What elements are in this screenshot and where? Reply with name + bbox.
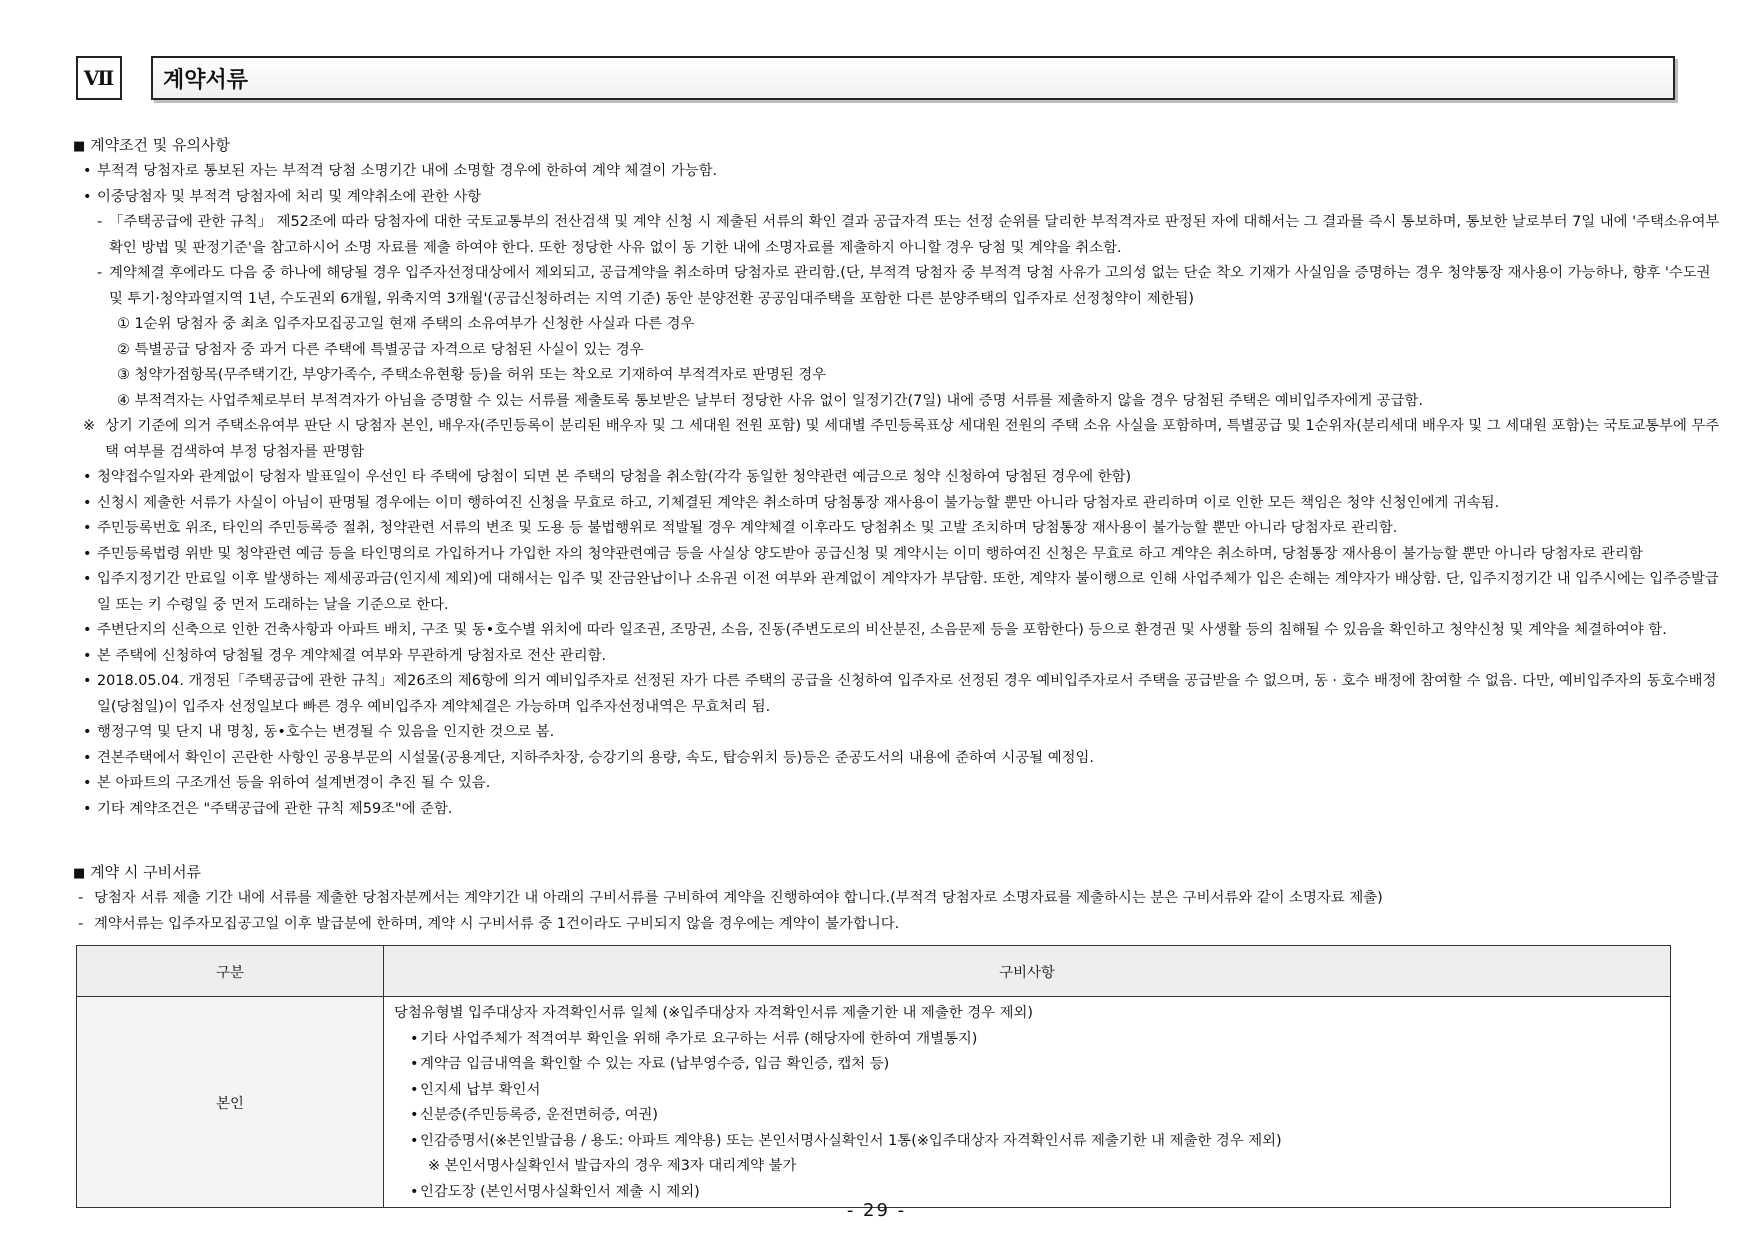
section-title: 계약서류 xyxy=(151,56,1675,100)
conditions-list xyxy=(83,159,1723,822)
documents-note: - 당첨자 서류 제출 기간 내에 서류를 제출한 당첨자분께서는 계약기간 내 아래의 구비서류를 구비하여 계약을 진행하여야 합니다.(부적격 당첨자로 소명자료를 제출하시는 분은 구비서류와 같이 소명자료 제출) xyxy=(78,886,1678,912)
section-number-box: Ⅶ xyxy=(76,56,122,100)
conditions-heading-text: 계약조건 및 유의사항 xyxy=(90,136,231,154)
requirement-item: • 기타 사업주체가 적격여부 확인을 위해 추가로 요구하는 서류 (해당자에 한하여 개별통지) xyxy=(394,1027,1660,1053)
condition-item: - 계약체결 후에라도 다음 중 하나에 해당될 경우 입주자선정대상에서 제외되고, 공급계약을 취소하며 당첨자로 관리함.(단, 부적격 당첨자 중 부적격 당첨 사유가 고의성 없는 단순 착오 기재가 사실임을 증명하는 경우 청약통장 재사용이 가능하나, 향후 '수도권 및 투기·청약과열지역 1년, 수도권외 6개월, 위축지역 3개월'(공급신청하려는 지역 기준) 동안 분양전환 공공임대주택을 포함한 다른 분양주택의 입주자로 선정청약이 제한됨) xyxy=(83,261,1723,312)
square-bullet-icon: ■ xyxy=(73,866,86,881)
page-number: - 29 - xyxy=(846,1200,907,1221)
table-row xyxy=(77,997,1671,1208)
documents-heading-text: 계약 시 구비서류 xyxy=(90,863,202,881)
column-header-category: 구분 xyxy=(77,946,384,997)
requirement-item: • 인지세 납부 확인서 xyxy=(394,1078,1660,1104)
condition-item: • 신청시 제출한 서류가 사실이 아님이 판명될 경우에는 이미 행하여진 신청을 무효로 하고, 기체결된 계약은 취소하며 당첨통장 재사용이 불가능할 뿐만 아니라 당첨자로 관리하며 이로 인한 모든 책임은 청약 신청인에게 귀속됨. xyxy=(83,491,1723,517)
square-bullet-icon: ■ xyxy=(73,139,86,154)
condition-item: • 기타 계약조건은 "주택공급에 관한 규칙 제59조"에 준함. xyxy=(83,797,1723,823)
category-cell: 본인 xyxy=(77,997,384,1208)
column-header-requirements: 구비사항 xyxy=(384,946,1671,997)
condition-item: ② 특별공급 당첨자 중 과거 다른 주택에 특별공급 자격으로 당첨된 사실이 있는 경우 xyxy=(117,341,644,358)
condition-item: • 견본주택에서 확인이 곤란한 사항인 공용부문의 시설물(공용계단, 지하주차장, 승강기의 용량, 속도, 탑승위치 등)등은 준공도서의 내용에 준하여 시공될 예정임. xyxy=(83,746,1723,772)
condition-item: • 본 주택에 신청하여 당첨될 경우 계약체결 여부와 무관하게 당첨자로 전산 관리함. xyxy=(83,644,1723,670)
condition-item: • 청약접수일자와 관계없이 당첨자 발표일이 우선인 타 주택에 당첨이 되면 본 주택의 당첨을 취소함(각각 동일한 청약관련 예금으로 청약 신청하여 당첨된 경우에 한함) xyxy=(83,465,1723,491)
documents-notes xyxy=(78,886,1678,937)
conditions-heading xyxy=(73,134,230,155)
condition-item: ※ 상기 기준에 의거 주택소유여부 판단 시 당첨자 본인, 배우자(주민등록이 분리된 배우자 및 그 세대원 전원 포함) 및 세대별 주민등록표상 세대원 전원의 주택 소유 사실을 포함하며, 특별공급 및 1순위자(분리세대 배우자 및 그 세대원 포함)는 국토교통부에 무주택 여부를 검색하여 부정 당첨자를 판명함 xyxy=(83,414,1723,465)
condition-item: • 입주지정기간 만료일 이후 발생하는 제세공과금(인지세 제외)에 대해서는 입주 및 잔금완납이나 소유권 이전 여부와 관계없이 계약자가 부담함. 또한, 계약자 불이행으로 인해 사업주체가 입은 손해는 계약자가 배상함. 단, 입주지정기간 내 입주시에는 입주증발급일 또는 키 수령일 중 먼저 도래하는 날을 기준으로 한다. xyxy=(83,567,1723,618)
required-documents-table xyxy=(76,945,1671,1208)
condition-item: • 행정구역 및 단지 내 명칭, 동•호수는 변경될 수 있음을 인지한 것으로 봄. xyxy=(83,720,1723,746)
condition-item: ③ 청약가점항목(무주택기간, 부양가족수, 주택소유현황 등)을 허위 또는 착오로 기재하여 부적격자로 판명된 경우 xyxy=(117,367,827,383)
requirement-item: • 계약금 입금내역을 확인할 수 있는 자료 (납부영수증, 입금 확인증, 캡처 등) xyxy=(394,1052,1660,1078)
condition-item: • 주민등록법령 위반 및 청약관련 예금 등을 타인명의로 가입하거나 가입한 자의 청약관련예금 등을 사실상 양도받아 공급신청 및 계약시는 이미 행하여진 신청은 무효로 하고 계약은 취소하며, 당첨통장 재사용이 불가능할 뿐만 아니라 당첨자로 관리함 xyxy=(83,542,1723,568)
requirement-item: • 인감증명서(※본인발급용 / 용도: 아파트 계약용) 또는 본인서명사실확인서 1통(※입주대상자 자격확인서류 제출기한 내 제출한 경우 제외) xyxy=(394,1129,1660,1155)
condition-item: • 본 아파트의 구조개선 등을 위하여 설계변경이 추진 될 수 있음. xyxy=(83,771,1723,797)
documents-heading xyxy=(73,861,201,882)
requirement-note: ※ 본인서명사실확인서 발급자의 경우 제3자 대리계약 불가 xyxy=(428,1158,797,1174)
condition-item: • 이중당첨자 및 부적격 당첨자에 처리 및 계약취소에 관한 사항 xyxy=(83,185,1723,211)
requirements-cell xyxy=(384,997,1671,1208)
condition-item: • 주변단지의 신축으로 인한 건축사항과 아파트 배치, 구조 및 동•호수별 위치에 따라 일조권, 조망권, 소음, 진동(주변도로의 비산분진, 소음문제 등을 포함한다) 등으로 환경권 및 사생활 등의 침해될 수 있음을 확인하고 청약신청 및 계약을 체결하여야 함. xyxy=(83,618,1723,644)
condition-item: • 부적격 당첨자로 통보된 자는 부적격 당첨 소명기간 내에 소명할 경우에 한하여 계약 체결이 가능함. xyxy=(83,159,1723,185)
requirement-item: • 신분증(주민등록증, 운전면허증, 여권) xyxy=(394,1103,1660,1129)
table-header-row xyxy=(77,946,1671,997)
requirements-intro: 당첨유형별 입주대상자 자격확인서류 일체 (※입주대상자 자격확인서류 제출기한 내 제출한 경우 제외) xyxy=(394,1005,1033,1021)
condition-item: • 주민등록번호 위조, 타인의 주민등록증 절취, 청약관련 서류의 변조 및 도용 등 불법행위로 적발될 경우 계약체결 이후라도 당첨취소 및 고발 조치하며 당첨통장 재사용이 불가능할 뿐만 아니라 당첨자로 관리함. xyxy=(83,516,1723,542)
condition-item: • 2018.05.04. 개정된「주택공급에 관한 규칙」제26조의 제6항에 의거 예비입주자로 선정된 자가 다른 주택의 공급을 신청하여 입주자로 선정된 경우 예비입주자로서 주택을 공급받을 수 없으며, 동 · 호수 배정에 참여할 수 없음. 다만, 예비입주자의 동호수배정일(당첨일)이 입주자 선정일보다 빠른 경우 예비입주자 계약체결은 가능하며 입주자선정내역은 무효처리 됨. xyxy=(83,669,1723,720)
condition-item: ④ 부적격자는 사업주체로부터 부적격자가 아님을 증명할 수 있는 서류를 제출토록 통보받은 날부터 정당한 사유 없이 일정기간(7일) 내에 증명 서류를 제출하지 않을 경우 당첨된 주택은 예비입주자에게 공급함. xyxy=(117,392,1424,409)
condition-item: ① 1순위 당첨자 중 최초 입주자모집공고일 현재 주택의 소유여부가 신청한 사실과 다른 경우 xyxy=(117,316,695,332)
requirement-item: • 인감도장 (본인서명사실확인서 제출 시 제외) xyxy=(394,1180,1660,1206)
condition-item: - 「주택공급에 관한 규칙」 제52조에 따라 당첨자에 대한 국토교통부의 전산검색 및 계약 신청 시 제출된 서류의 확인 결과 공급자격 또는 선정 순위를 달리한 부적격자로 판정된 자에 대해서는 그 결과를 즉시 통보하며, 통보한 날로부터 7일 내에 '주택소유여부 확인 방법 및 판정기준'을 참고하시어 소명 자료를 제출 하여야 한다. 또한 정당한 사유 없이 동 기한 내에 소명자료를 제출하지 아니할 경우 당첨 및 계약을 취소함. xyxy=(83,210,1723,261)
documents-note: - 계약서류는 입주자모집공고일 이후 발급분에 한하며, 계약 시 구비서류 중 1건이라도 구비되지 않을 경우에는 계약이 불가합니다. xyxy=(78,912,1678,938)
